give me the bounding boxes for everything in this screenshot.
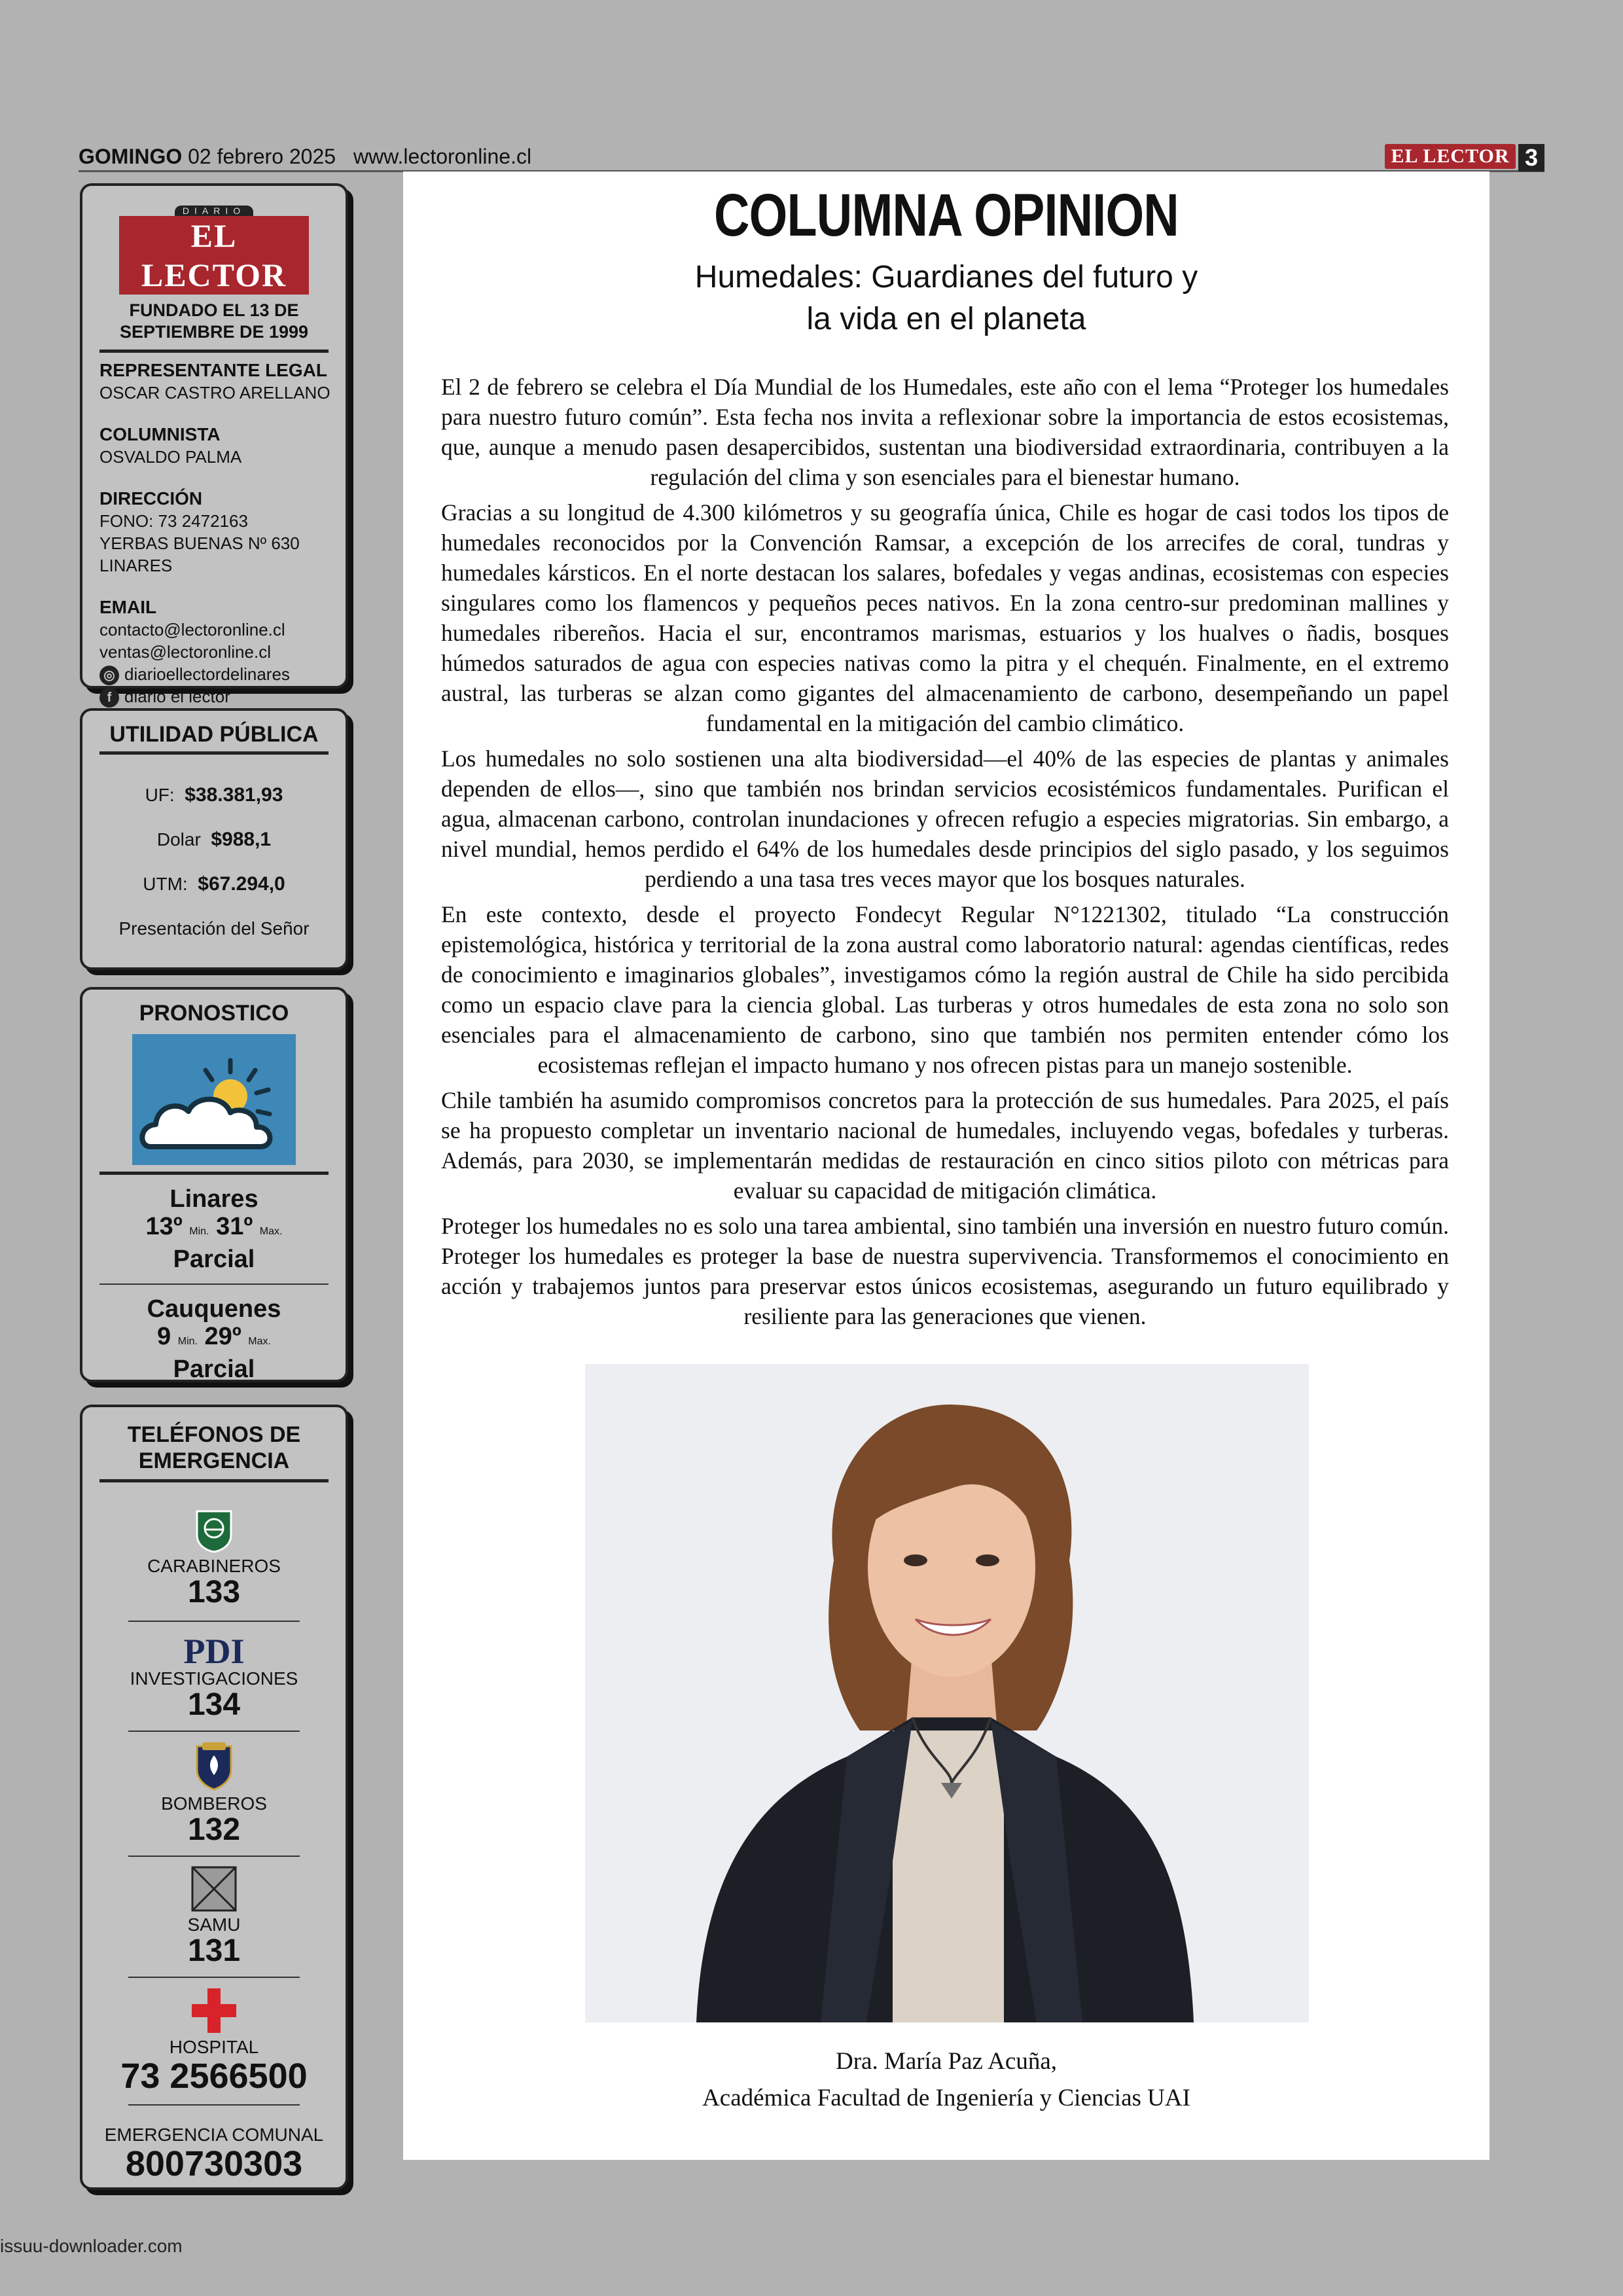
- page-number: 3: [1518, 144, 1544, 171]
- samu-number[interactable]: 131: [187, 1933, 241, 1968]
- header-day: GOMINGO: [79, 145, 183, 168]
- columnist-label: COLUMNISTA: [99, 424, 221, 444]
- address-city: LINARES: [99, 556, 173, 575]
- weather-panel: [80, 987, 348, 1382]
- header-logo: EL LECTOR: [1385, 144, 1516, 169]
- bomberos-number[interactable]: 132: [187, 1812, 241, 1847]
- hospital-entry: [82, 1987, 346, 2095]
- uf-row: [82, 783, 346, 807]
- facebook-handle: diario el lector: [124, 687, 230, 707]
- section-title: COLUMNA OPINION: [714, 182, 1179, 249]
- masthead-logo: [119, 206, 309, 295]
- weather-title: PRONOSTICO: [139, 1001, 289, 1026]
- divider: [99, 350, 329, 353]
- author-photo: [585, 1364, 1309, 2022]
- comunal-entry: [82, 2125, 346, 2183]
- pdi-number[interactable]: 134: [187, 1687, 241, 1722]
- utm-label: UTM:: [143, 874, 188, 894]
- max-label: Max.: [248, 1336, 271, 1347]
- weather-condition-cauquenes: Parcial: [173, 1355, 255, 1383]
- columnist-value: OSVALDO PALMA: [99, 447, 242, 467]
- samu-label: SAMU: [187, 1914, 241, 1935]
- partly-cloudy-icon: [132, 1034, 296, 1165]
- dolar-value: $988,1: [211, 829, 272, 850]
- instagram-icon: ◎: [99, 666, 119, 685]
- headline-line-1: Humedales: Guardianes del futuro y: [694, 260, 1198, 295]
- facebook-link[interactable]: [99, 685, 346, 708]
- pdi-label: INVESTIGACIONES: [130, 1668, 298, 1689]
- header-date: 02 febrero 2025: [188, 145, 336, 168]
- email-sales[interactable]: ventas@lectoronline.cl: [99, 642, 271, 662]
- emergency-title: TELÉFONOS DE EMERGENCIA: [127, 1422, 301, 1473]
- paragraph: Gracias a su longitud de 4.300 kilómetros y su geografía única, Chile es hogar de casi todos los tipos de humedales reconocidos por la Convención Ramsar, a excepción de los arrecifes de coral, tundras y humedales kársticos. En el norte destacan los salares, bofedales y vegas andinas, ecosistemas con especies singulares como los flamencos y pequeños peces nativos. En la zona centro-sur predominan mallines y humedales ribereños. Hacia el sur, encontramos marismas, estuarios y los hualves o ñadis, bosques húmedos saturados de agua con especies nativas como la pitra y el chequén. Finalmente, en el extremo austral, las turberas se alzan como gigantes del almacenamiento de carbono, desempeñando un papel fundamental en la mitigación del cambio climático.: [441, 499, 1449, 736]
- min-label: Min.: [177, 1336, 198, 1347]
- min-label: Min.: [189, 1226, 209, 1237]
- samu-placeholder-icon: [191, 1866, 237, 1912]
- paragraph: Proteger los humedales no es solo una tarea ambiental, sino también una inversión en nuestro futuro común. Proteger los humedales es proteger la base de nuestra supervivencia. Transformemos el conocimiento en acción y trabajemos juntos para preservar estos únicos ecosistemas, asegurando un futuro equilibrado y resiliente para las generaciones que vienen.: [441, 1213, 1449, 1329]
- min-temp: 13º: [145, 1213, 183, 1240]
- weather-temp-cauquenes: [82, 1323, 346, 1355]
- utm-row: [82, 872, 346, 896]
- paragraph: Los humedales no solo sostienen una alta biodiversidad—el 40% de las especies de plantas y animales dependen de ellos—, sino que también nos brindan servicios ecosistémicos fundamentales. Purifican el agua, almacenan carbono, controlan inundaciones y ofrecen refugio a especies migratorias. Sin embargo, a nivel mundial, hemos perdido el 64% de los humedales desde principios del siglo pasado, y los seguimos perdiendo a una tasa tres veces mayor que los bosques naturales.: [441, 745, 1449, 892]
- weather-condition-linares: Parcial: [173, 1246, 255, 1273]
- legal-value: OSCAR CASTRO ARELLANO: [99, 383, 330, 403]
- paragraph: En este contexto, desde el proyecto Fondecyt Regular N°1221302, titulado “La construcción epistemológica, histórica y territorial de la zona austral como laboratorio natural: agendas científicas, redes de conocimiento e imaginarios globales”, investigamos cómo la región austral de Chile ha sido percibida como un espacio clave para la ciencia global. Las turberas y otros humedales de esta zona no solo son esenciales para el almacenamiento de carbono, sino que también nos permiten entender cómo los ecosistemas reflejan el impacto humano y nos ofrecen pistas para un manejo sostenible.: [441, 901, 1449, 1078]
- footer-watermark: issuu-downloader.com: [0, 2236, 183, 2256]
- address-street: YERBAS BUENAS Nº 630: [99, 533, 300, 553]
- divider: [128, 1731, 300, 1732]
- divider: [128, 1977, 300, 1978]
- utility-note: Presentación del Señor: [118, 918, 310, 939]
- utm-value: $67.294,0: [198, 873, 285, 895]
- bomberos-entry: [82, 1741, 346, 1846]
- instagram-handle: diarioellectordelinares: [124, 664, 290, 684]
- pdi-entry: [82, 1634, 346, 1721]
- emergency-panel: [80, 1405, 348, 2190]
- paragraph: Chile también ha asumido compromisos concretos para la protección de sus humedales. Para 2025, el país se ha propuesto completar un inventario nacional de humedales, incluyendo vegas, bofedales y turberas. Además, para 2030, se implementarán medidas de restauración en cinco sitios piloto con métricas para evaluar su capacidad de mitigación climática.: [441, 1087, 1449, 1204]
- address-label: DIRECCIÓN: [99, 488, 203, 509]
- bomberos-badge-icon: [193, 1741, 235, 1791]
- uf-label: UF:: [145, 785, 175, 805]
- logo-diario: DIARIO: [175, 206, 253, 216]
- carabineros-badge-icon: [193, 1509, 235, 1553]
- email-label: EMAIL: [99, 597, 157, 617]
- bomberos-label: BOMBEROS: [161, 1793, 267, 1814]
- weather-temp-linares: [82, 1213, 346, 1246]
- dolar-row: [82, 828, 346, 852]
- headline-line-2: la vida en el planeta: [806, 302, 1086, 336]
- weather-city-cauquenes: Cauquenes: [147, 1295, 281, 1323]
- max-temp: 29º: [204, 1323, 241, 1350]
- carabineros-number[interactable]: 133: [187, 1575, 241, 1609]
- dolar-label: Dolar: [156, 829, 201, 850]
- divider: [128, 1621, 300, 1622]
- email-contact[interactable]: contacto@lectoronline.cl: [99, 620, 285, 639]
- red-cross-icon: [190, 1987, 238, 2034]
- hospital-number[interactable]: 73 2566500: [120, 2056, 308, 2096]
- paragraph: El 2 de febrero se celebra el Día Mundial de los Humedales, este año con el lema “Proteger los humedales para nuestro futuro común”. Esta fecha nos invita a reflexionar sobre la importancia de estos ecosistemas, que, aunque a menudo pasen desapercibidos, sustentan una biodiversidad extraordinaria, contribuyen a la regulación del clima y son esenciales para el bienestar humano.: [441, 374, 1449, 490]
- instagram-link[interactable]: [99, 663, 346, 685]
- legal-label: REPRESENTANTE LEGAL: [99, 360, 327, 380]
- min-temp: 9: [157, 1323, 171, 1350]
- carabineros-label: CARABINEROS: [147, 1556, 281, 1576]
- divider: [128, 2104, 300, 2106]
- uf-value: $38.381,93: [185, 784, 283, 806]
- logo-name: EL LECTOR: [119, 216, 309, 295]
- carabineros-entry: [82, 1509, 346, 1609]
- article-headline: [403, 257, 1489, 340]
- max-label: Max.: [259, 1226, 283, 1237]
- divider: [128, 1856, 300, 1857]
- max-temp: 31º: [216, 1213, 253, 1240]
- founded-text: FUNDADO EL 13 DE SEPTIEMBRE DE 1999: [119, 300, 309, 342]
- comunal-number[interactable]: 800730303: [125, 2144, 303, 2183]
- samu-entry: [82, 1866, 346, 1967]
- address-phone: FONO: 73 2472163: [99, 511, 248, 531]
- masthead-panel: [80, 183, 348, 707]
- author-name: Dra. María Paz Acuña,: [835, 2048, 1057, 2075]
- facebook-icon: f: [99, 688, 119, 708]
- header-url[interactable]: www.lectoronline.cl: [353, 145, 532, 168]
- comunal-label: EMERGENCIA COMUNAL: [104, 2125, 324, 2145]
- hospital-label: HOSPITAL: [169, 2037, 259, 2057]
- header-info: [79, 143, 531, 170]
- divider: [99, 1283, 329, 1285]
- article-body: [441, 372, 1449, 1336]
- utility-title: UTILIDAD PÚBLICA: [109, 722, 319, 747]
- page-header: [79, 143, 1544, 172]
- public-utility-panel: [80, 708, 348, 970]
- author-affiliation: Académica Facultad de Ingeniería y Ciencias UAI: [702, 2085, 1190, 2111]
- weather-city-linares: Linares: [169, 1185, 259, 1213]
- pdi-logo-icon: PDI: [183, 1632, 245, 1671]
- article-column: [403, 171, 1489, 2160]
- photo-caption: [403, 2043, 1489, 2117]
